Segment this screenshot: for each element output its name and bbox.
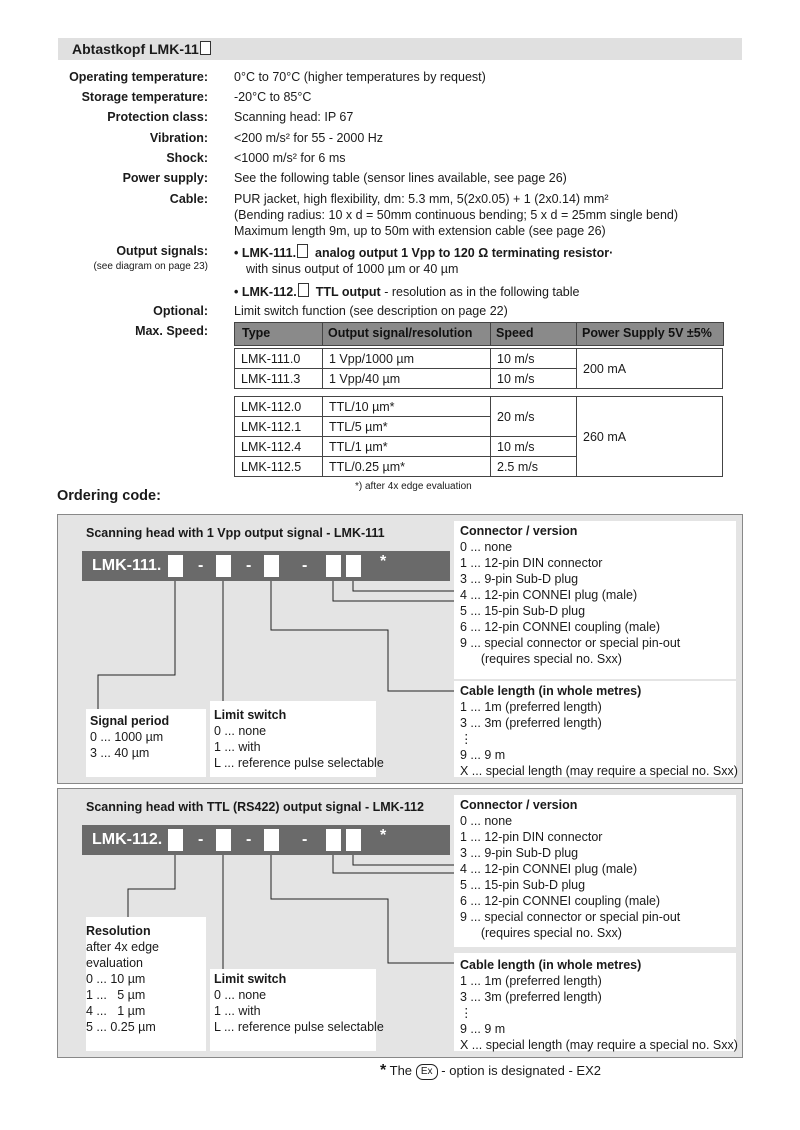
connector-list: Connector / version 0 ... none 1 ... 12-pin DIN connector 3 ... 9-pin Sub-D plug 4 ... 12-pin CONNEI plug (male) 5 ... 15-pin Sub-D plug 6 ... 12-pin CONNEI coupling (male) 9 ... special connector or special pin-out (requires special no. Sxx) [460,524,681,666]
ordering-panel-lmk112 [57,788,743,1058]
table-row: LMK-112.0 TTL/10 µm* 20 m/s 260 mA [235,397,723,417]
spec-label: Storage temperature: [81,90,208,104]
cable-line: Maximum length 9m, up to 50m with extension cable (see page 26) [234,224,606,238]
ex-icon: Ex [416,1064,438,1080]
optional-label: Optional: [153,304,208,318]
spec-value: <1000 m/s² for 6 ms [234,151,346,165]
output-label: Output signals: [116,244,208,258]
speed-table-group-1 [234,348,723,389]
connector-lines [58,515,742,783]
spec-value: -20°C to 85°C [234,90,312,104]
output-bullet-1: • LMK-111. analog output 1 Vpp to 120 Ω terminating resistor· [234,246,614,260]
panel-title: Scanning head with TTL (RS422) output signal - LMK-112 [86,800,424,814]
connector-list: Connector / version 0 ... none 1 ... 12-pin DIN connector 3 ... 9-pin Sub-D plug 4 ... 12-pin CONNEI plug (male) 5 ... 15-pin Sub-D plug 6 ... 12-pin CONNEI coupling (male) 9 ... special connector or special pin-out (requires special no. Sxx) [460,798,681,940]
spec-label: Power supply: [122,171,208,185]
output-bullet-2: • LMK-112. TTL output - resolution as in the following table [234,285,580,299]
spec-value: 0°C to 70°C (higher temperatures by request) [234,70,486,84]
page-title: Abtastkopf LMK-11 [72,41,211,57]
table-header-cell: Speed [496,326,534,340]
code-bar: LMK-111. - - - * [82,551,450,581]
optional-value: Limit switch function (see description on page 22) [234,304,508,318]
table-row: LMK-112.1 TTL/5 µm* [235,417,723,437]
table-row: LMK-111.3 1 Vpp/40 µm 10 m/s [235,369,723,389]
connector-lines [58,789,742,1057]
table-header-cell: Type [242,326,271,340]
ordering-title: Ordering code: [57,488,161,504]
table-row: LMK-111.0 1 Vpp/1000 µm 10 m/s 200 mA [235,349,723,369]
resolution-list: Resolution after 4x edge evaluation 0 ... 10 µm 1 ... 5 µm 4 ... 1 µm 5 ... 0.25 µm [86,924,159,1034]
ordering-panel-lmk111 [57,514,743,784]
spec-label: Cable: [169,192,208,206]
code-bar: LMK-112. - - - * [82,825,450,855]
table-row: LMK-112.5 TTL/0.25 µm* 2.5 m/s [235,457,723,477]
limit-list: Limit switch 0 ... none 1 ... with L ... reference pulse selectable [214,708,384,770]
footer-note: * The Ex - option is designated - EX2 [380,1062,601,1079]
table-header-cell: Output signal/resolution [328,326,473,340]
spec-value: <200 m/s² for 55 - 2000 Hz [234,131,384,145]
panel-title: Scanning head with 1 Vpp output signal - LMK-111 [86,526,385,540]
spec-label: Operating temperature: [69,70,208,84]
speed-table-group-2 [234,396,723,477]
spec-label: Shock: [166,151,208,165]
spec-value: PUR jacket, high flexibility, dm: 5.3 mm, 5(2x0.05) + 1 (2x0.14) mm² [234,192,609,206]
table-header-cell: Power Supply 5V ±5% [582,326,712,340]
table-footnote: *) after 4x edge evaluation [355,481,472,492]
placeholder-box [200,41,211,55]
output-note: (see diagram on page 23) [93,261,208,272]
spec-value: See the following table (sensor lines available, see page 26) [234,171,567,185]
limit-list: Limit switch 0 ... none 1 ... with L ... reference pulse selectable [214,972,384,1034]
spec-value: Scanning head: IP 67 [234,110,354,124]
table-row: LMK-112.4 TTL/1 µm* 10 m/s [235,437,723,457]
signal-list: Signal period 0 ... 1000 µm 3 ... 40 µm [90,714,170,760]
maxspeed-label: Max. Speed: [135,324,208,338]
cable-list: Cable length (in whole metres) 1 ... 1m (preferred length) 3 ... 3m (preferred length) ⋮ 9 ... 9 m X ... special length (may require a special no. Sxx) [460,958,738,1052]
spec-label: Protection class: [107,110,208,124]
spec-label: Vibration: [149,131,208,145]
cable-line: (Bending radius: 10 x d = 50mm continuous bending; 5 x d = 25mm single bend) [234,208,679,222]
cable-list: Cable length (in whole metres) 1 ... 1m (preferred length) 3 ... 3m (preferred length) ⋮ 9 ... 9 m X ... special length (may require a special no. Sxx) [460,684,738,778]
output-bullet-1-line2: with sinus output of 1000 µm or 40 µm [246,262,459,276]
